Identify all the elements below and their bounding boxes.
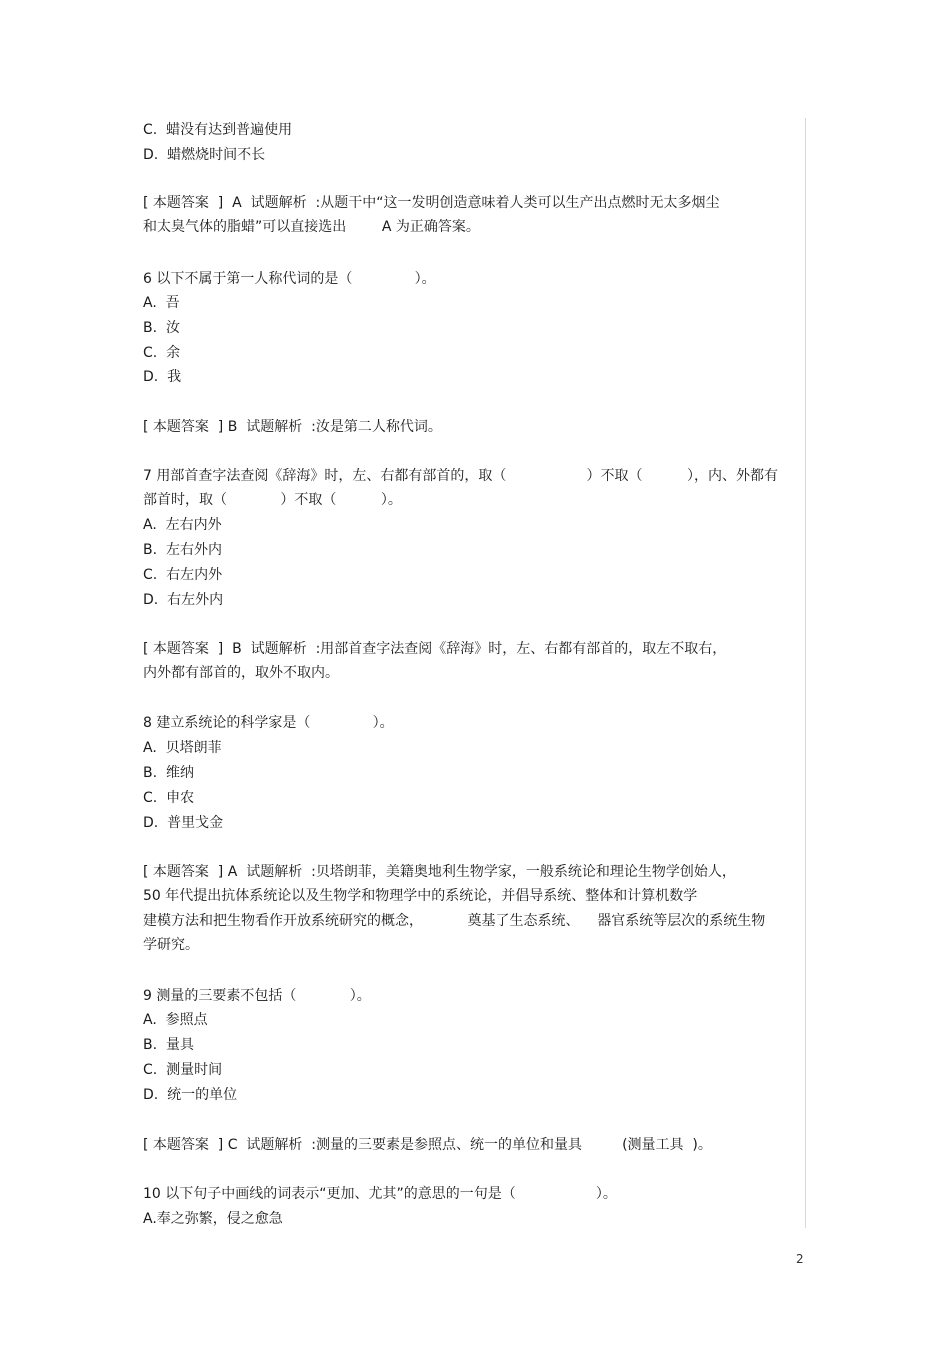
question-9: 9 测量的三要素不包括（ ）。 xyxy=(143,988,371,1004)
margin-rule xyxy=(805,118,806,1228)
option-a-q9: A. 参照点 xyxy=(143,1012,208,1028)
answer-q5-line1: [ 本题答案 ] A 试题解析 :从题干中“这一发明创造意味着人类可以生产出点燃时无太多烟尘 xyxy=(143,195,720,211)
option-b-q7: B. 左右外内 xyxy=(143,542,222,558)
answer-q5-line2: 和太臭气体的脂蜡”可以直接选出 A 为正确答案。 xyxy=(143,219,480,235)
option-d-q9: D. 统一的单位 xyxy=(143,1087,238,1103)
option-d-q7: D. 右左外内 xyxy=(143,592,224,608)
option-b-q9: B. 量具 xyxy=(143,1037,194,1053)
question-10: 10 以下句子中画线的词表示“更加、尤其”的意思的一句是（ ）。 xyxy=(143,1186,617,1202)
answer-q8-line1: [ 本题答案 ] A 试题解析 :贝塔朗菲，美籍奥地利生物学家，一般系统论和理论生物学创始人， xyxy=(143,864,736,880)
question-7-line1: 7 用部首查字法查阅《辞海》时，左、右都有部首的，取（ ）不取（ ），内、外都有 xyxy=(143,468,778,484)
option-c-q7: C. 右左内外 xyxy=(143,567,223,583)
option-d-q6: D. 我 xyxy=(143,369,182,385)
question-8: 8 建立系统论的科学家是（ ）。 xyxy=(143,715,394,731)
option-a-q8: A. 贝塔朗菲 xyxy=(143,740,222,756)
answer-q6: [ 本题答案 ] B 试题解析 :汝是第二人称代词。 xyxy=(143,419,442,435)
option-a-q7: A. 左右内外 xyxy=(143,517,222,533)
option-c-q6: C. 余 xyxy=(143,345,181,361)
option-a-q10: A.奉之弥繁，侵之愈急 xyxy=(143,1211,283,1227)
option-a-q6: A. 吾 xyxy=(143,295,180,311)
question-6: 6 以下不属于第一人称代词的是（ ）。 xyxy=(143,271,436,287)
answer-q8-line2: 50 年代提出抗体系统论以及生物学和物理学中的系统论，并倡导系统、整体和计算机数学 xyxy=(143,888,698,904)
question-7-line2: 部首时，取（ ）不取（ ）。 xyxy=(143,492,402,508)
option-c-q5: C. 蜡没有达到普遍使用 xyxy=(143,122,293,138)
answer-q8-line3: 建模方法和把生物看作开放系统研究的概念， 奠基了生态系统、 器官系统等层次的系统生物 xyxy=(143,913,766,929)
answer-q9: [ 本题答案 ] C 试题解析 :测量的三要素是参照点、统一的单位和量具 (测量工具 )。 xyxy=(143,1137,712,1153)
option-c-q8: C. 申农 xyxy=(143,790,195,806)
answer-q7-line2: 内外都有部首的，取外不取内。 xyxy=(143,665,339,681)
option-d-q5: D. 蜡燃烧时间不长 xyxy=(143,147,266,163)
option-b-q8: B. 维纳 xyxy=(143,765,194,781)
answer-q8-line4: 学研究。 xyxy=(143,937,199,953)
option-b-q6: B. 汝 xyxy=(143,320,180,336)
answer-q7-line1: [ 本题答案 ] B 试题解析 :用部首查字法查阅《辞海》时，左、右都有部首的，取左不取右， xyxy=(143,641,727,657)
page-number: 2 xyxy=(796,1252,804,1266)
option-d-q8: D. 普里戈金 xyxy=(143,815,224,831)
option-c-q9: C. 测量时间 xyxy=(143,1062,223,1078)
